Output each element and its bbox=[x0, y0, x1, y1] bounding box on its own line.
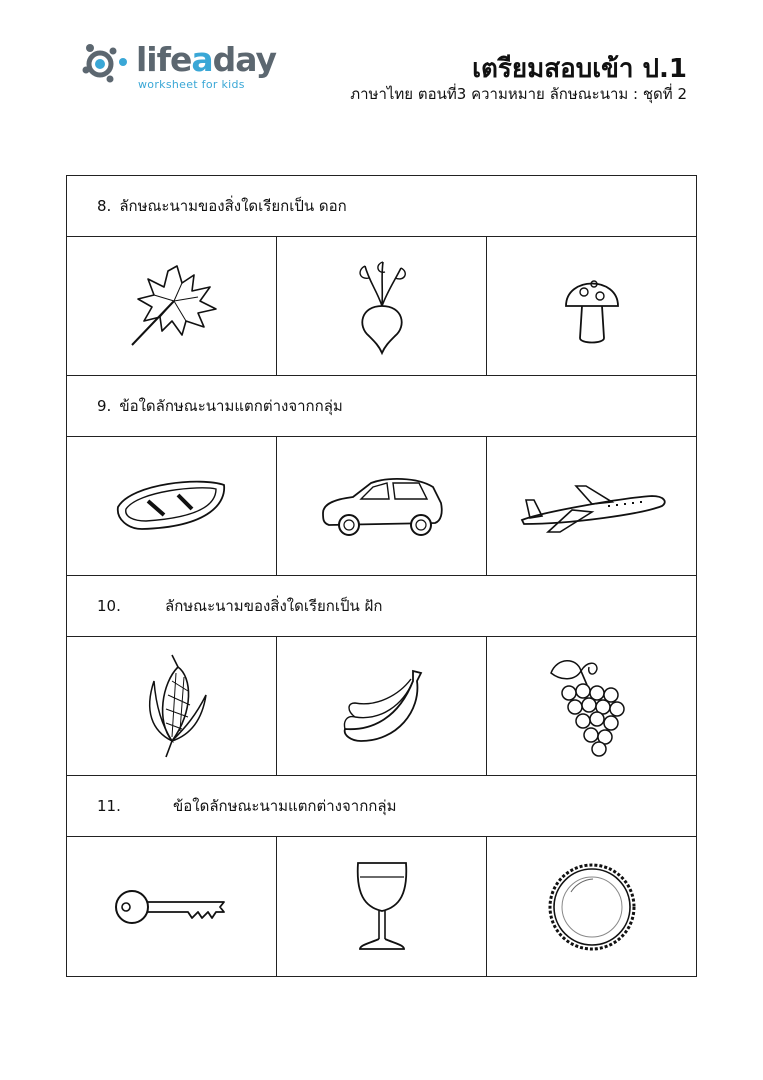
question-number: 8. bbox=[97, 197, 112, 215]
car-icon bbox=[317, 473, 447, 539]
wine-glass-icon bbox=[352, 857, 412, 957]
choice-row bbox=[67, 437, 696, 576]
page-subtitle: ภาษาไทย ตอนที่3 ความหมาย ลักษณะนาม : ชุดที่ 2 bbox=[350, 85, 687, 103]
worksheet-table bbox=[66, 175, 697, 977]
choice-cell[interactable] bbox=[277, 637, 487, 775]
question-text: ลักษณะนามของสิ่งใดเรียกเป็น ดอก bbox=[119, 197, 347, 215]
rowboat-icon bbox=[112, 471, 232, 541]
question-text: ข้อใดลักษณะนามแตกต่างจากกลุ่ม bbox=[119, 397, 343, 415]
choice-cell[interactable] bbox=[67, 237, 277, 375]
choice-cell[interactable] bbox=[67, 837, 277, 976]
question-number: 10. bbox=[97, 597, 121, 615]
choice-cell[interactable] bbox=[487, 237, 696, 375]
logo-wordmark: lifeaday bbox=[136, 40, 277, 79]
choice-cell[interactable] bbox=[277, 437, 487, 575]
key-icon bbox=[112, 882, 232, 932]
choice-cell[interactable] bbox=[487, 637, 696, 775]
mushroom-icon bbox=[562, 266, 622, 346]
question-row bbox=[67, 376, 696, 437]
question-number: 9. bbox=[97, 397, 112, 415]
question-text: ลักษณะนามของสิ่งใดเรียกเป็น ฝัก bbox=[165, 597, 383, 615]
choice-cell[interactable] bbox=[487, 837, 696, 976]
choice-cell[interactable] bbox=[67, 437, 277, 575]
choice-cell[interactable] bbox=[487, 437, 696, 575]
question-text: ข้อใดลักษณะนามแตกต่างจากกลุ่ม bbox=[173, 797, 397, 815]
choice-cell[interactable] bbox=[277, 837, 487, 976]
question-row bbox=[67, 776, 696, 837]
choice-cell[interactable] bbox=[67, 637, 277, 775]
maple-leaf-icon bbox=[122, 261, 222, 351]
lifeaday-logo bbox=[80, 38, 280, 98]
question-row bbox=[67, 176, 696, 237]
airplane-icon bbox=[512, 476, 672, 536]
beetroot-icon bbox=[347, 256, 417, 356]
choice-row bbox=[67, 837, 696, 976]
choice-cell[interactable] bbox=[277, 237, 487, 375]
plate-icon bbox=[547, 862, 637, 952]
choice-row bbox=[67, 637, 696, 776]
question-number: 11. bbox=[97, 797, 121, 815]
logo-molecule-icon bbox=[80, 38, 132, 90]
question-row bbox=[67, 576, 696, 637]
corn-icon bbox=[132, 651, 212, 761]
grapes-icon bbox=[547, 651, 637, 761]
page-title: เตรียมสอบเข้า ป.1 bbox=[472, 54, 687, 84]
logo-tagline: worksheet for kids bbox=[138, 78, 245, 91]
banana-icon bbox=[337, 661, 427, 751]
choice-row bbox=[67, 237, 696, 376]
